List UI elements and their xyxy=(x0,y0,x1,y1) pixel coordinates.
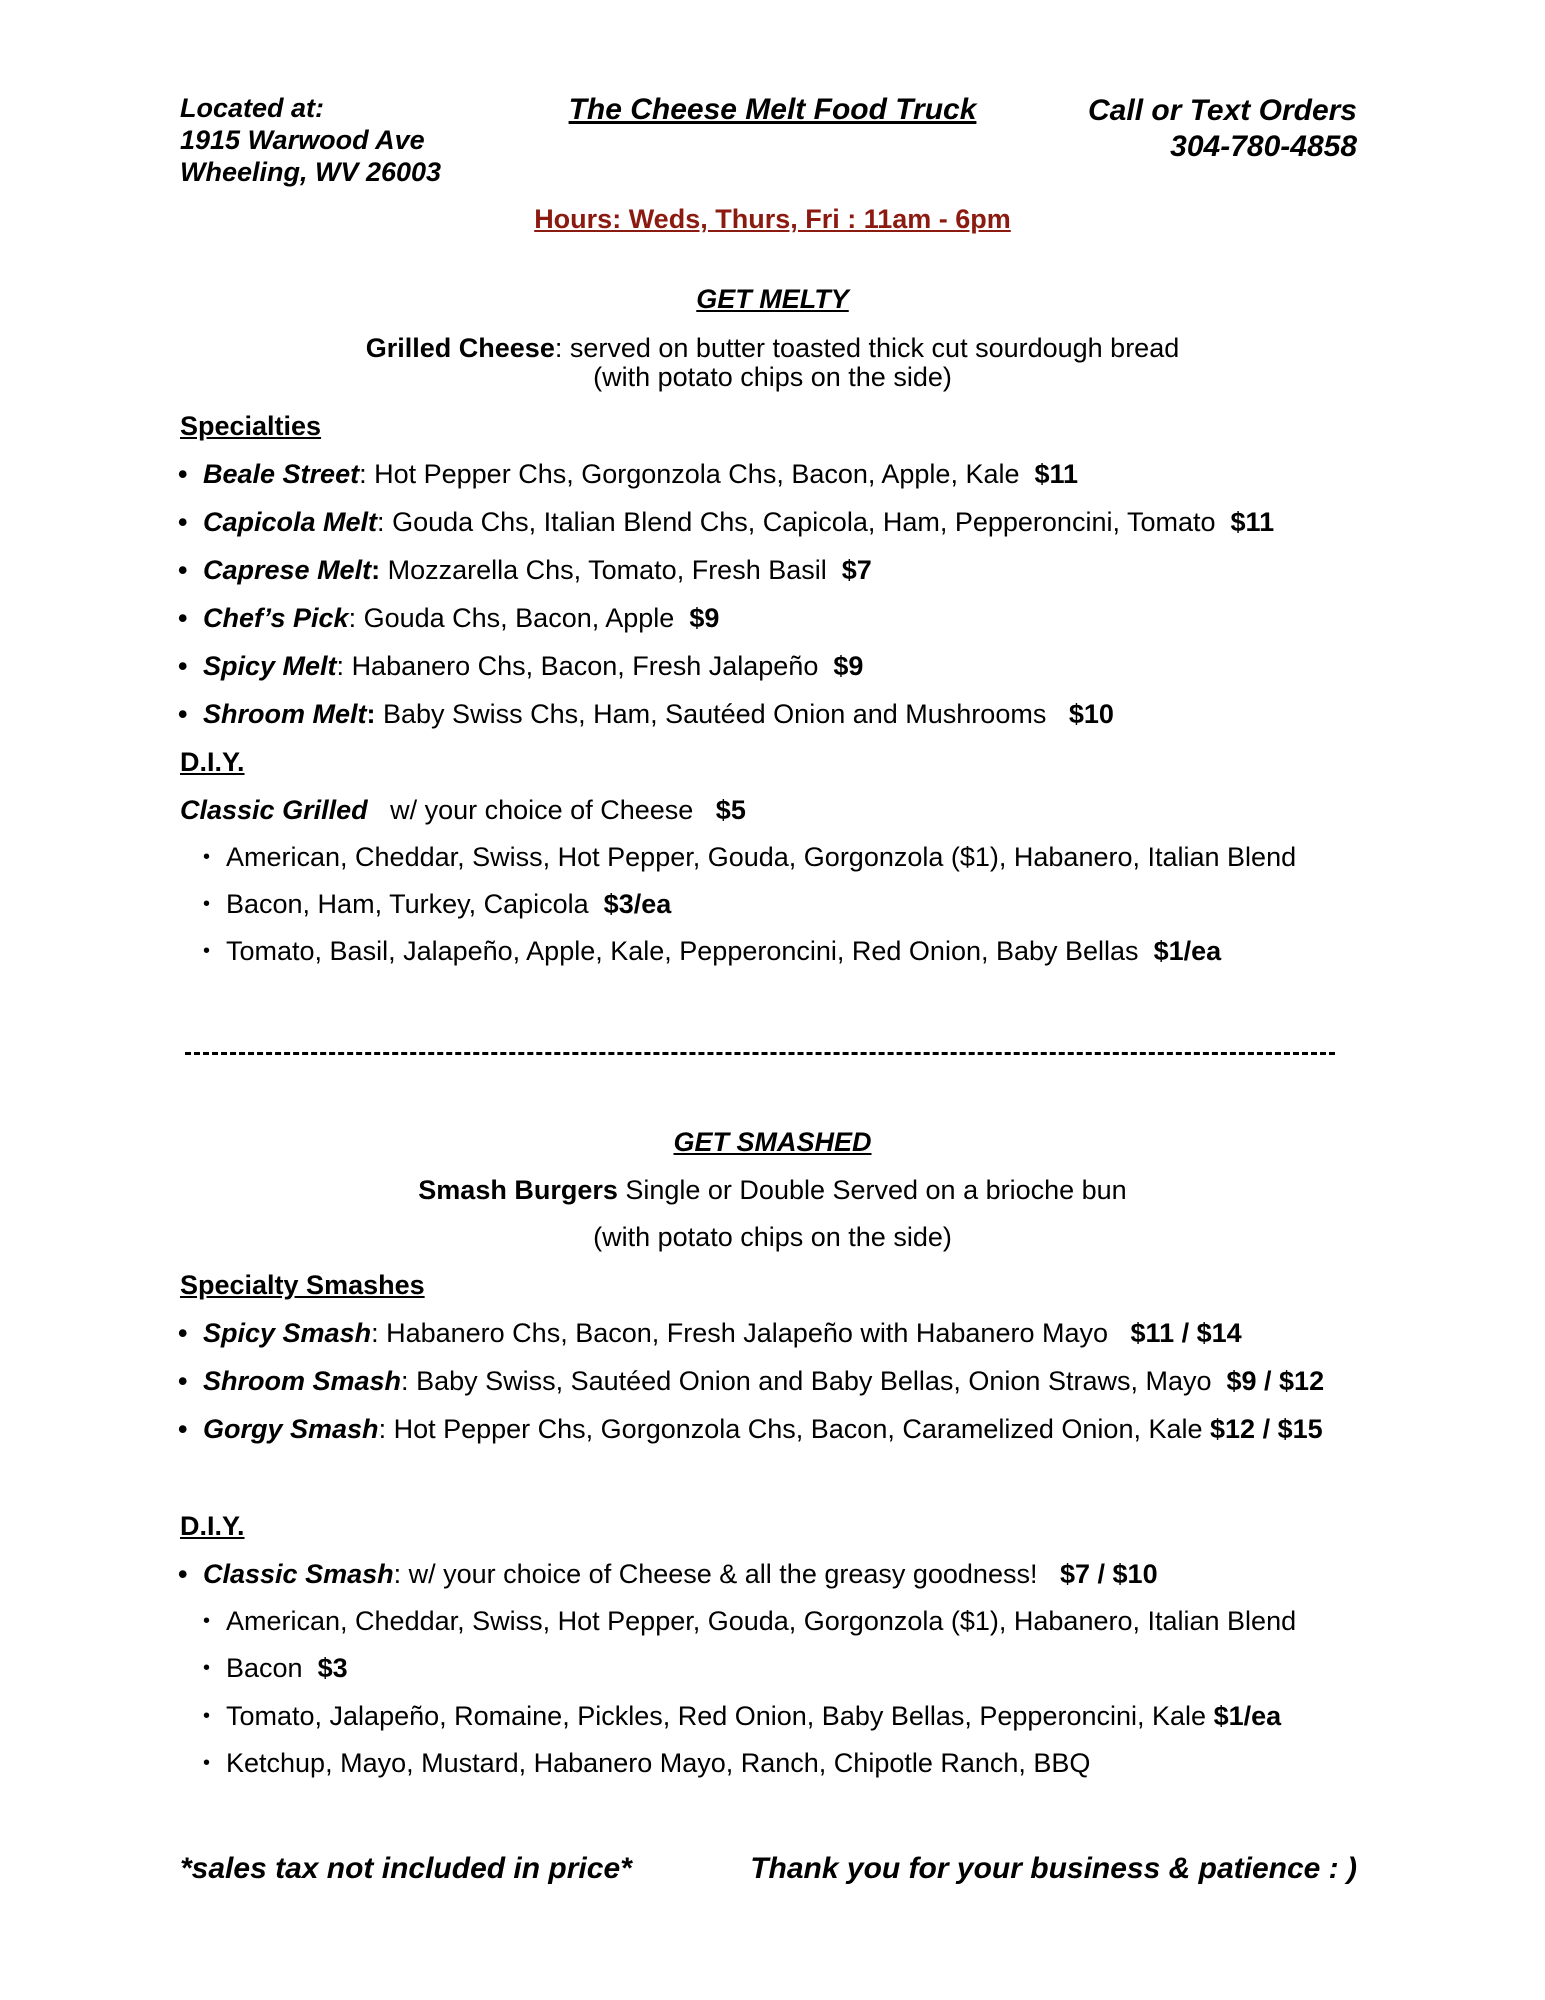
option-price: $3 xyxy=(317,1653,348,1683)
option-row xyxy=(203,1606,1296,1637)
location-label: Located at: xyxy=(180,93,325,123)
item-name: Caprese Melt xyxy=(203,555,372,585)
hours-line: Hours: Weds, Thurs, Fri : 11am - 6pm xyxy=(534,204,1011,234)
item-price: $9 xyxy=(833,651,864,681)
item-price: $11 xyxy=(1230,507,1275,537)
bullet-icon: • xyxy=(178,1559,188,1589)
option-text: Bacon xyxy=(226,1653,303,1683)
section-divider xyxy=(185,1052,1335,1055)
item-price: $7 / $10 xyxy=(1060,1559,1158,1589)
page-title: The Cheese Melt Food Truck xyxy=(568,93,977,126)
item-price: $5 xyxy=(715,795,746,825)
item-separator: : xyxy=(371,555,388,585)
menu-item xyxy=(178,603,719,634)
item-separator: : xyxy=(359,459,375,489)
phone-number: 304-780-4858 xyxy=(1170,130,1357,163)
classic-smash-item xyxy=(178,1559,1158,1590)
item-separator: : xyxy=(371,1318,387,1348)
bullet-icon: • xyxy=(203,1752,211,1774)
option-price: $1/ea xyxy=(1153,936,1222,966)
option-price: $3/ea xyxy=(603,889,672,919)
item-price: $11 / $14 xyxy=(1130,1318,1242,1348)
item-name: Gorgy Smash xyxy=(203,1414,379,1444)
bullet-icon: • xyxy=(203,1657,211,1679)
item-description: : w/ your choice of Cheese & all the greasy goodness! xyxy=(393,1559,1038,1589)
item-separator: : xyxy=(348,603,364,633)
option-text: American, Cheddar, Swiss, Hot Pepper, Gouda, Gorgonzola ($1), Habanero, Italian Blend xyxy=(226,1606,1297,1636)
option-text: Tomato, Jalapeño, Romaine, Pickles, Red Onion, Baby Bellas, Pepperoncini, Kale xyxy=(226,1701,1207,1731)
item-name: Beale Street xyxy=(203,459,360,489)
bullet-icon: • xyxy=(203,1610,211,1632)
bullet-icon: • xyxy=(178,603,188,633)
bullet-icon: • xyxy=(178,699,188,729)
option-text: American, Cheddar, Swiss, Hot Pepper, Gouda, Gorgonzola ($1), Habanero, Italian Blend xyxy=(226,842,1297,872)
sales-tax-note: *sales tax not included in price* xyxy=(180,1852,632,1885)
menu-item xyxy=(178,651,863,682)
bullet-icon: • xyxy=(178,459,188,489)
item-description: Hot Pepper Chs, Gorgonzola Chs, Bacon, Caramelized Onion, Kale xyxy=(393,1414,1203,1444)
option-text: Bacon, Ham, Turkey, Capicola xyxy=(226,889,589,919)
item-price: $7 xyxy=(841,555,872,585)
item-description: Baby Swiss Chs, Ham, Sautéed Onion and Mushrooms xyxy=(383,699,1047,729)
item-separator: : xyxy=(378,1414,394,1444)
item-description: Hot Pepper Chs, Gorgonzola Chs, Bacon, Apple, Kale xyxy=(374,459,1020,489)
item-price: $12 / $15 xyxy=(1210,1414,1323,1444)
item-description: Habanero Chs, Bacon, Fresh Jalapeño xyxy=(351,651,819,681)
address-line-2: Wheeling, WV 26003 xyxy=(180,157,442,187)
item-description: Gouda Chs, Bacon, Apple xyxy=(363,603,675,633)
item-separator: : xyxy=(401,1366,417,1396)
option-text: Tomato, Basil, Jalapeño, Apple, Kale, Pepperoncini, Red Onion, Baby Bellas xyxy=(226,936,1139,966)
smashed-intro-rest: Single or Double Served on a brioche bun xyxy=(617,1175,1127,1205)
order-label: Call or Text Orders xyxy=(1088,94,1357,127)
option-text: Ketchup, Mayo, Mustard, Habanero Mayo, Ranch, Chipotle Ranch, BBQ xyxy=(226,1748,1091,1778)
item-price: $10 xyxy=(1068,699,1114,729)
smashed-intro-bold: Smash Burgers xyxy=(418,1175,618,1205)
item-price: $9 / $12 xyxy=(1226,1366,1325,1396)
item-name: Shroom Smash xyxy=(203,1366,402,1396)
smashed-specialties-heading: Specialty Smashes xyxy=(180,1270,425,1300)
item-name: Classic Smash xyxy=(203,1559,394,1589)
melty-intro-bold: Grilled Cheese xyxy=(365,333,555,363)
melty-intro-rest: : served on butter toasted thick cut sourdough bread xyxy=(554,333,1180,363)
bullet-icon: • xyxy=(178,1366,188,1396)
option-row xyxy=(203,889,671,920)
item-separator: : xyxy=(377,507,393,537)
menu-item xyxy=(178,1318,1242,1349)
order-contact-block xyxy=(1088,93,1357,165)
thank-you-note: Thank you for your business & patience : ) xyxy=(750,1852,1357,1885)
item-separator: : xyxy=(366,699,384,729)
option-row xyxy=(203,842,1296,873)
melty-section-title: GET MELTY xyxy=(696,284,849,314)
smashed-section-heading xyxy=(0,1127,1545,1158)
menu-item xyxy=(178,507,1274,538)
item-name: Spicy Smash xyxy=(203,1318,372,1348)
melty-intro-line-2: (with potato chips on the side) xyxy=(593,362,952,392)
menu-item xyxy=(178,1414,1323,1445)
item-description: Habanero Chs, Bacon, Fresh Jalapeño with Habanero Mayo xyxy=(386,1318,1109,1348)
melty-section-heading xyxy=(0,284,1545,315)
item-name: Capicola Melt xyxy=(203,507,378,537)
melty-specialties-heading: Specialties xyxy=(180,411,322,441)
item-description: w/ your choice of Cheese xyxy=(390,795,694,825)
bullet-icon: • xyxy=(178,1414,188,1444)
menu-item xyxy=(178,459,1078,490)
item-description: Gouda Chs, Italian Blend Chs, Capicola, Ham, Pepperoncini, Tomato xyxy=(392,507,1216,537)
bullet-icon: • xyxy=(178,651,188,681)
classic-grilled-item xyxy=(180,795,746,826)
item-name: Classic Grilled xyxy=(180,795,368,825)
melty-intro xyxy=(0,333,1545,364)
item-name: Chef’s Pick xyxy=(203,603,349,633)
item-price: $9 xyxy=(689,603,720,633)
option-row xyxy=(203,1653,348,1684)
smashed-intro-line-2: (with potato chips on the side) xyxy=(593,1222,952,1252)
smashed-intro xyxy=(0,1175,1545,1206)
bullet-icon: • xyxy=(203,1705,211,1727)
bullet-icon: • xyxy=(178,507,188,537)
item-description: Baby Swiss, Sautéed Onion and Baby Bellas, Onion Straws, Mayo xyxy=(416,1366,1212,1396)
melty-diy-heading: D.I.Y. xyxy=(180,747,245,777)
smashed-section-title: GET SMASHED xyxy=(673,1127,872,1157)
address-line-1: 1915 Warwood Ave xyxy=(180,125,425,155)
item-name: Spicy Melt xyxy=(203,651,337,681)
menu-item xyxy=(178,699,1114,730)
bullet-icon: • xyxy=(203,940,211,962)
item-name: Shroom Melt xyxy=(203,699,367,729)
item-price: $11 xyxy=(1034,459,1079,489)
bullet-icon: • xyxy=(178,555,188,585)
bullet-icon: • xyxy=(203,846,211,868)
smashed-diy-heading: D.I.Y. xyxy=(180,1511,245,1541)
option-row xyxy=(203,1748,1090,1779)
menu-item xyxy=(178,1366,1324,1397)
option-row xyxy=(203,1701,1281,1732)
option-row xyxy=(203,936,1221,967)
item-separator: : xyxy=(336,651,352,681)
bullet-icon: • xyxy=(178,1318,188,1348)
item-description: Mozzarella Chs, Tomato, Fresh Basil xyxy=(387,555,827,585)
menu-item xyxy=(178,555,872,586)
bullet-icon: • xyxy=(203,893,211,915)
option-price: $1/ea xyxy=(1213,1701,1282,1731)
